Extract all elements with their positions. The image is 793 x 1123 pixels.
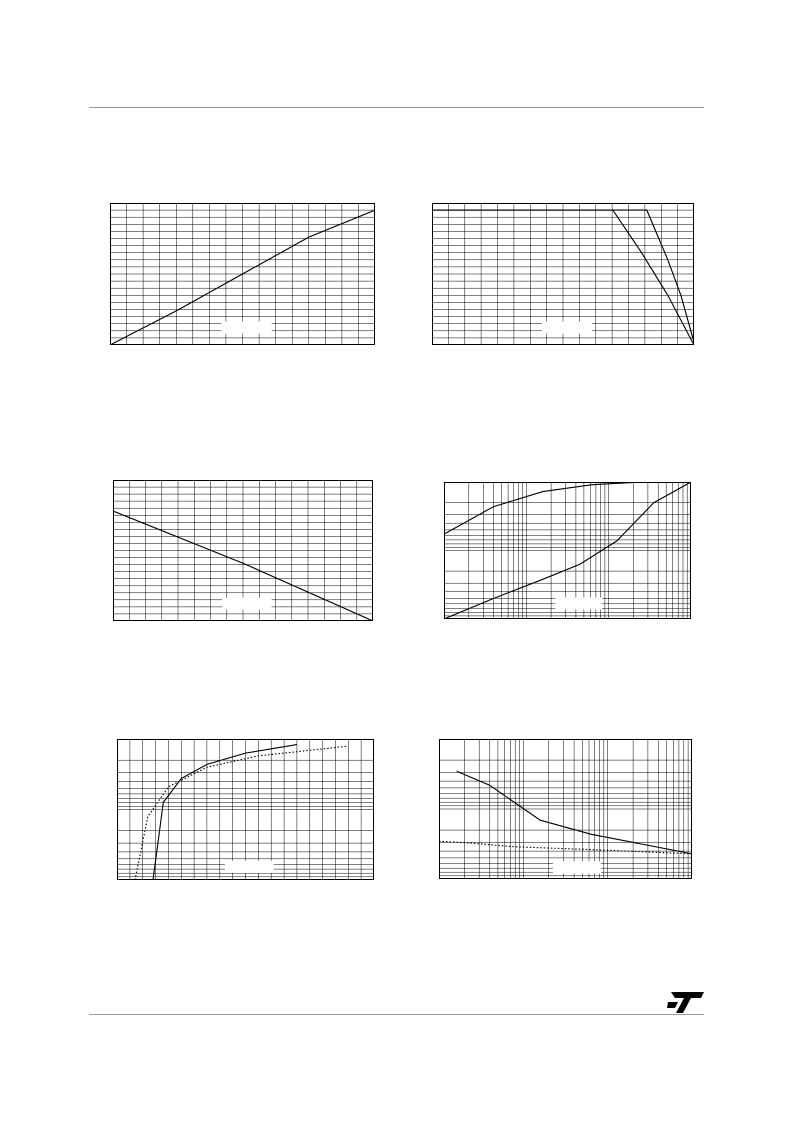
- axis-label-box: [221, 322, 271, 334]
- chart-svg: [110, 203, 375, 345]
- axis-label-box: [225, 861, 274, 873]
- axis-label-box: [555, 597, 602, 609]
- chart-svg: [439, 739, 692, 879]
- chart-4: [444, 482, 691, 619]
- header-rule: [89, 107, 704, 108]
- chart-2: [432, 203, 694, 345]
- chart-3: [113, 480, 373, 621]
- series-line-2: [439, 841, 692, 854]
- footer-rule: [89, 1014, 704, 1015]
- chart-1: [110, 203, 375, 345]
- series-line-1: [153, 745, 297, 880]
- series-line-2: [135, 746, 348, 880]
- chart-svg: [113, 480, 373, 621]
- chart-svg: [117, 739, 374, 880]
- axis-label-box: [553, 861, 601, 873]
- series-line-1: [444, 482, 691, 534]
- chart-svg: [444, 482, 691, 619]
- axis-label-box: [542, 322, 592, 334]
- st-logo-icon: [667, 990, 705, 1014]
- axis-label-box: [222, 598, 271, 610]
- chart-6: [439, 739, 692, 879]
- chart-5: [117, 739, 374, 880]
- grid: [439, 739, 692, 879]
- chart-svg: [432, 203, 694, 345]
